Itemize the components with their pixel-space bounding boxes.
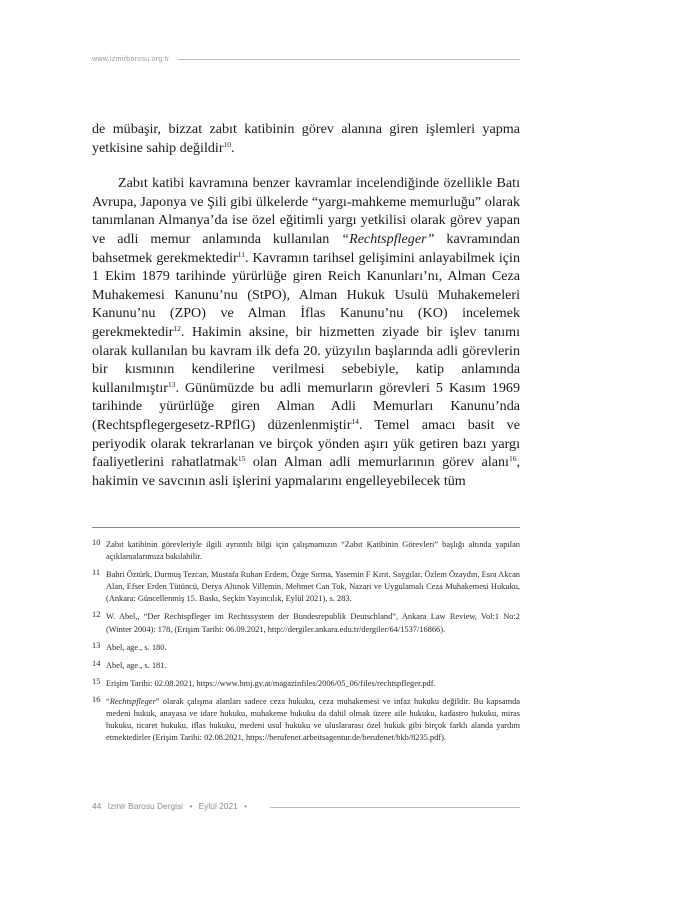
issue-date: Eylül 2021 <box>198 801 238 811</box>
text-run: Abel, age., s. 181. <box>106 660 167 670</box>
footnote-number: 13 <box>92 640 101 650</box>
text-run: W. Abel,, “Der Rechtspfleger im Rechtssystem der Bundesrepublik Deutschland”, Ankara Law Review, Vol:1 No:2 (Winter 2004): 178, (Erişim Tarihi: 06.09.2021, http://dergiler.ankara.edu.tr/dergiler/64/1537/16866). <box>106 612 520 634</box>
footnote-separator <box>92 527 520 528</box>
footnote <box>92 696 520 744</box>
footnote-number: 14 <box>92 658 101 668</box>
text-run: Bahri Öztürk, Durmuş Tezcan, Mustafa Ruhan Erdem, Özge Sırma, Yasemin F Kırıt. Saygılar, Özlem Özaydın, Esra Akcan Alan, Efser Erden Tütüncü, Derya Altınok Villemin, Mehmet Can Tok, Nazari ve Uygulamalı Ceza Muhakemesi Hukuku, (Ankara: Güncellenmiş 15. Baskı, Seçkin Yayıncılık, Eylül 2021), s. 283. <box>106 570 520 604</box>
footnotes <box>92 539 520 750</box>
footnote-number: 15 <box>92 676 101 686</box>
italic-term: Rechtspfleger <box>109 696 156 706</box>
paragraph <box>92 120 520 157</box>
footnote-text <box>106 642 520 654</box>
footnote <box>92 539 520 563</box>
footnote-ref[interactable]: 11 <box>237 249 245 259</box>
text-run: olan Alman adli memurlarının görev alanı <box>245 454 509 471</box>
text-run: Abel, age., s. 180. <box>106 642 167 652</box>
paragraph <box>92 174 520 490</box>
text-run: . Temel amacı basit ve periyodik olarak tekrarlanan ve birçok yönden aşırı yük getiren bazı yargı faaliyetlerini rahatlatmak <box>92 416 520 471</box>
footnote-ref[interactable]: 15 <box>237 454 246 464</box>
text-run: . Günümüzde bu adli memurların görevleri 5 Kasım 1969 tarihinde yürürlüğe giren Alman Adli Memurları Kanunu’nda (Rechtspflegergesetz-RPflG) düzenlenmiştir <box>92 379 520 433</box>
footnote-number: 16 <box>92 694 101 704</box>
footer-bullet: • <box>244 801 248 811</box>
page-footer <box>92 801 251 811</box>
footnote <box>92 611 520 635</box>
text-run: ” olarak çalışma alanları sadece ceza hukuku, ceza muhakemesi ve infaz hukuku değildir. Bu kapsamda medeni hukuk, anayasa ve idare hukuku, muhakeme hukuku da dahil olmak üzere aile hukuku, kadastro hukuku, miras hukuku, ticaret hukuku, iflas hukuku, medeni usul hukuku ve uluslararası özel hukuk gibi birçok farklı alanda yardım etmektedirler (Erişim Tarihi: 02.08.2021, https://berufenet.arbeitsagentur.de/berufenet/bkb/8235.pdf). <box>106 696 520 743</box>
text-run: “ <box>106 696 110 706</box>
footnote <box>92 569 520 605</box>
footnote-ref[interactable]: 16 <box>508 454 517 464</box>
footnote-ref[interactable]: 10 <box>223 139 232 149</box>
main-text <box>92 120 520 490</box>
header-url: www.izmirbarosu.org.tr <box>92 54 170 63</box>
footnote-number: 12 <box>92 610 101 620</box>
text-run: Erişim Tarihi: 02.08.2021, https://www.bmj.gv.at/magazinfiles/2006/05_06/files/rechtspfleger.pdf. <box>106 678 436 688</box>
footnote <box>92 660 520 672</box>
text-run: de mübaşir, bizzat zabıt katibinin görev alanına giren işlemleri yapma yetkisine sahip değildir <box>92 121 520 156</box>
footnote-number: 10 <box>92 538 101 547</box>
page-number: 44 <box>92 801 102 811</box>
footnote-ref[interactable]: 14 <box>351 416 359 426</box>
footnote-ref[interactable]: 12 <box>173 323 181 333</box>
footnote-text <box>106 539 520 563</box>
text-run: . Hakimin aksine, bir hizmetten ziyade bir işlev tanımı olarak kullanılan bu kavram ilk defa 20. yüzyılın başlarında adli görevlerin bir kısmının kendilerine verilmesi sebebiyle, katip anlamında kullanılmıştır <box>92 323 520 396</box>
text-run: Zabıt katibi kavramına benzer kavramlar incelendiğinde özellikle Batı Avrupa, Japonya ve Şili gibi ülkelerde “yargı-mahkeme memurluğu” olarak tanımlanan Almanya’da ise özel eğitimli yargı yetkilisi olarak görev yapan ve adli memur anlamında kullanılan <box>92 175 520 247</box>
text-run: . Kavramın tarihsel gelişimini anlayabilmek için 1 Ekim 1879 tarihinde yürürlüğe giren Reich Kanunları’nı, Alman Ceza Muhakemesi Kanunu’nu (StPO), Alman Hukuk Usulü Muhakemeleri Kanunu’nu (ZPO) ve Alman İflas Kanunu’nu (KO) incelemek gerekmektedir <box>92 249 521 340</box>
footnote-number: 11 <box>92 568 101 578</box>
header-divider <box>178 59 520 60</box>
footnote <box>92 642 520 654</box>
italic-term: “Rechtspfleger” <box>341 230 435 247</box>
footer-bullet: • <box>189 801 193 811</box>
footer-divider <box>270 807 520 808</box>
text-run: . <box>231 139 235 156</box>
footnote-text <box>106 569 520 605</box>
footnote-text <box>106 696 520 744</box>
footnote-text <box>106 611 520 635</box>
footnote-ref[interactable]: 13 <box>167 379 176 389</box>
footnote-text <box>106 660 520 672</box>
text-run: kavramından bahsetmek gerekmektedir <box>92 230 520 266</box>
text-run: Zabıt katibinin görevleriyle ilgili ayrıntılı bilgi için çalışmamızın “Zabıt Katibinin Görevleri” başlığı altında yapılan açıklamalarımıza bakılabilir. <box>106 540 520 562</box>
text-run: , hakimin ve savcının asli işlerini yapmalarını engelleyebilecek tüm <box>92 454 520 489</box>
footnote <box>92 678 520 690</box>
journal-name: İzmir Barosu Dergisi <box>107 801 184 811</box>
footnote-text <box>106 678 520 690</box>
